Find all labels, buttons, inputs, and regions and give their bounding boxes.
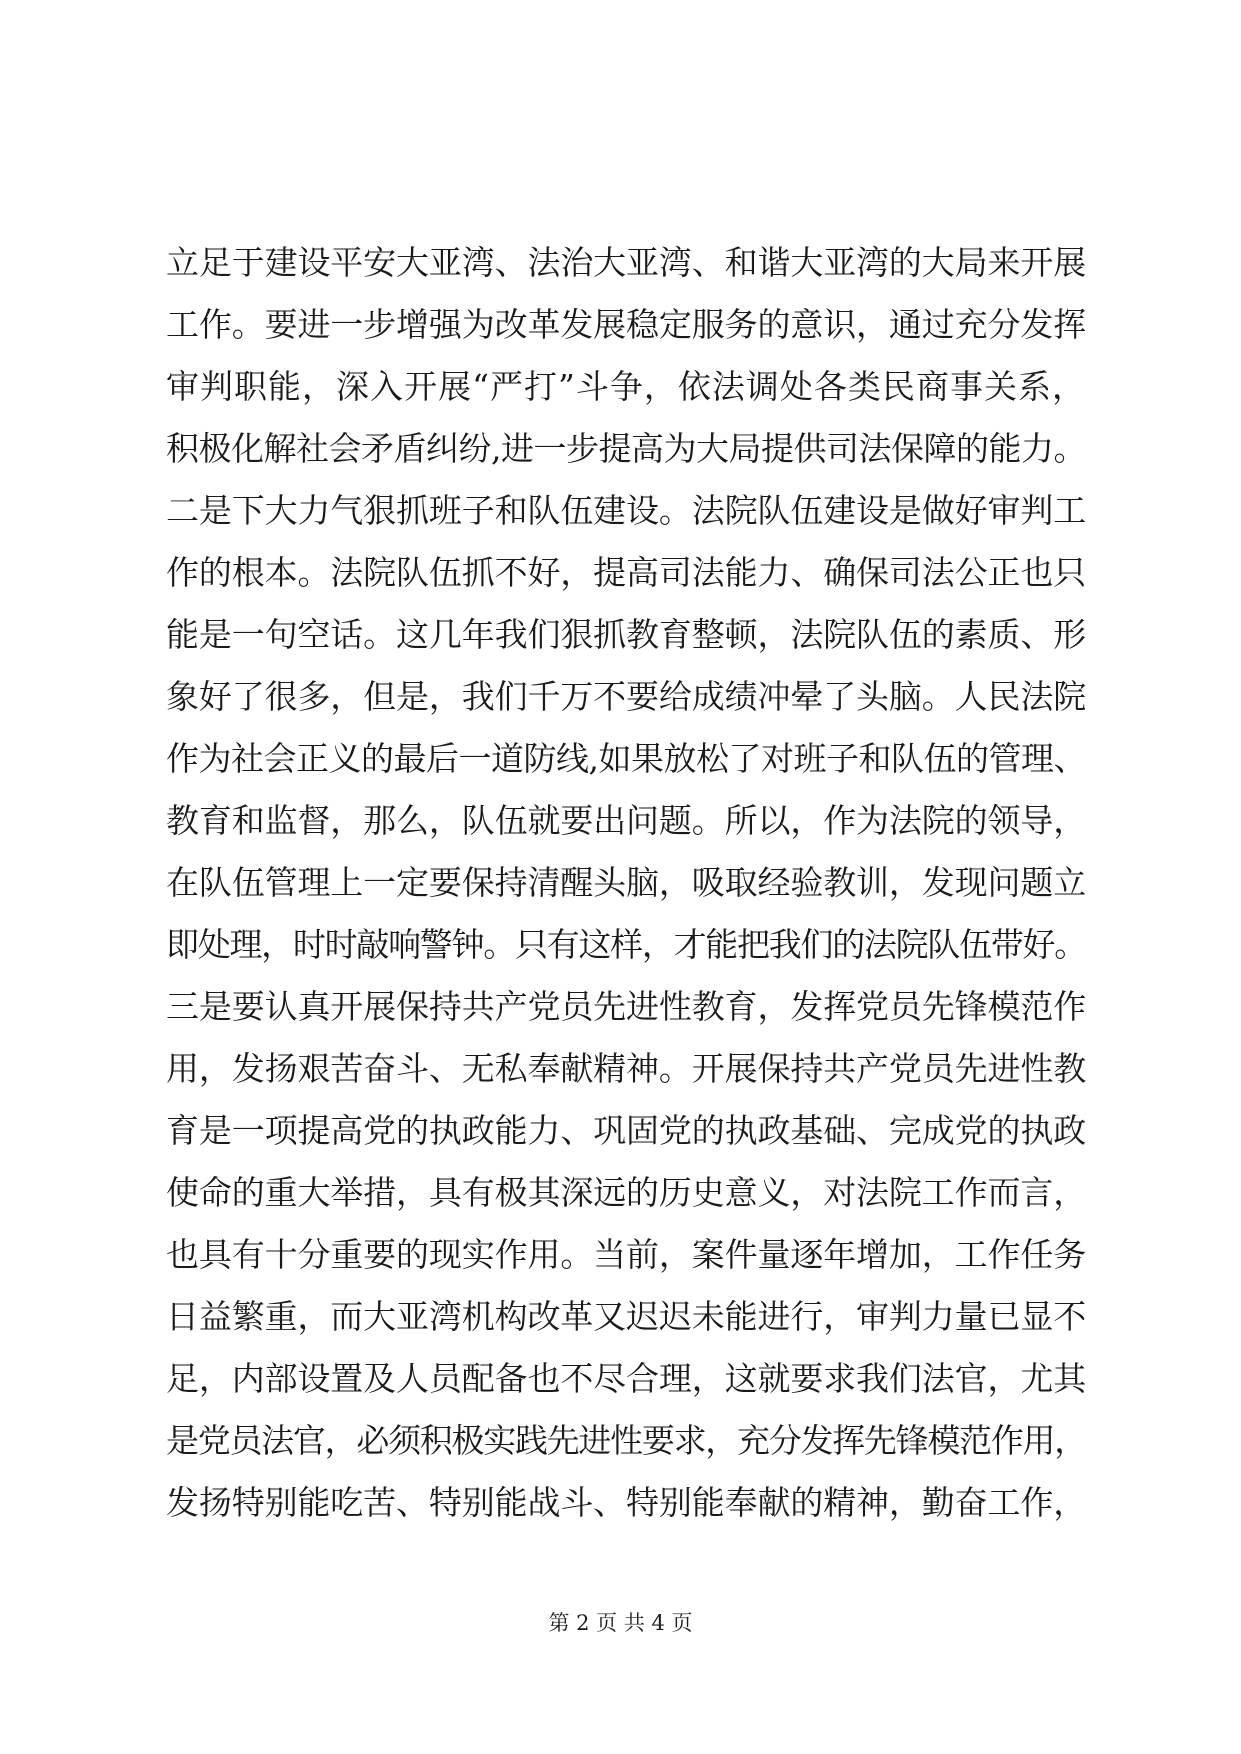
text-line: 审判职能，深入开展“严打”斗争，依法调处各类民商事关系，: [166, 367, 1086, 406]
text-line: 足，内部设置及人员配备也不尽合理，这就要求我们法官，尤其: [166, 1359, 1087, 1398]
text-line: 三是要认真开展保持共产党员先进性教育，发挥党员先锋模范作: [166, 987, 1087, 1026]
text-line: 也具有十分重要的现实作用。当前，案件量逐年增加，工作任务: [166, 1235, 1087, 1274]
text-line: 用，发扬艰苦奋斗、无私奉献精神。开展保持共产党员先进性教: [166, 1049, 1087, 1088]
text-line: 即处理，时时敲响警钟。只有这样，才能把我们的法院队伍带好。: [166, 925, 1086, 964]
text-line: 是党员法官，必须积极实践先进性要求，充分发挥先锋模范作用，: [166, 1421, 1086, 1460]
text-line: 教育和监督，那么，队伍就要出问题。所以，作为法院的领导，: [166, 801, 1087, 840]
text-line: 发扬特别能吃苦、特别能战斗、特别能奉献的精神，勤奋工作，: [166, 1483, 1087, 1522]
text-line: 立足于建设平安大亚湾、法治大亚湾、和谐大亚湾的大局来开展: [166, 243, 1087, 282]
text-line: 在队伍管理上一定要保持清醒头脑，吸取经验教训，发现问题立: [166, 863, 1087, 902]
body-text: [166, 232, 1086, 1534]
text-line: 作的根本。法院队伍抓不好，提高司法能力、确保司法公正也只: [166, 553, 1087, 592]
text-line: 象好了很多，但是，我们千万不要给成绩冲晕了头脑。人民法院: [166, 677, 1087, 716]
text-line: 工作。要进一步增强为改革发展稳定服务的意识，通过充分发挥: [166, 305, 1087, 344]
text-line: 能是一句空话。这几年我们狠抓教育整顿，法院队伍的素质、形: [166, 615, 1087, 654]
text-line: 作为社会正义的最后一道防线,如果放松了对班子和队伍的管理、: [166, 739, 1086, 778]
text-line: 二是下大力气狠抓班子和队伍建设。法院队伍建设是做好审判工: [166, 491, 1087, 530]
page-number-footer: 第 2 页 共 4 页: [548, 1611, 693, 1635]
text-line: 使命的重大举措，具有极其深远的历史意义，对法院工作而言，: [166, 1173, 1087, 1212]
text-line: 积极化解社会矛盾纠纷,进一步提高为大局提供司法保障的能力。: [166, 429, 1086, 468]
text-line: 育是一项提高党的执政能力、巩固党的执政基础、完成党的执政: [166, 1111, 1087, 1150]
text-line: 日益繁重，而大亚湾机构改革又迟迟未能进行，审判力量已显不: [166, 1297, 1087, 1336]
